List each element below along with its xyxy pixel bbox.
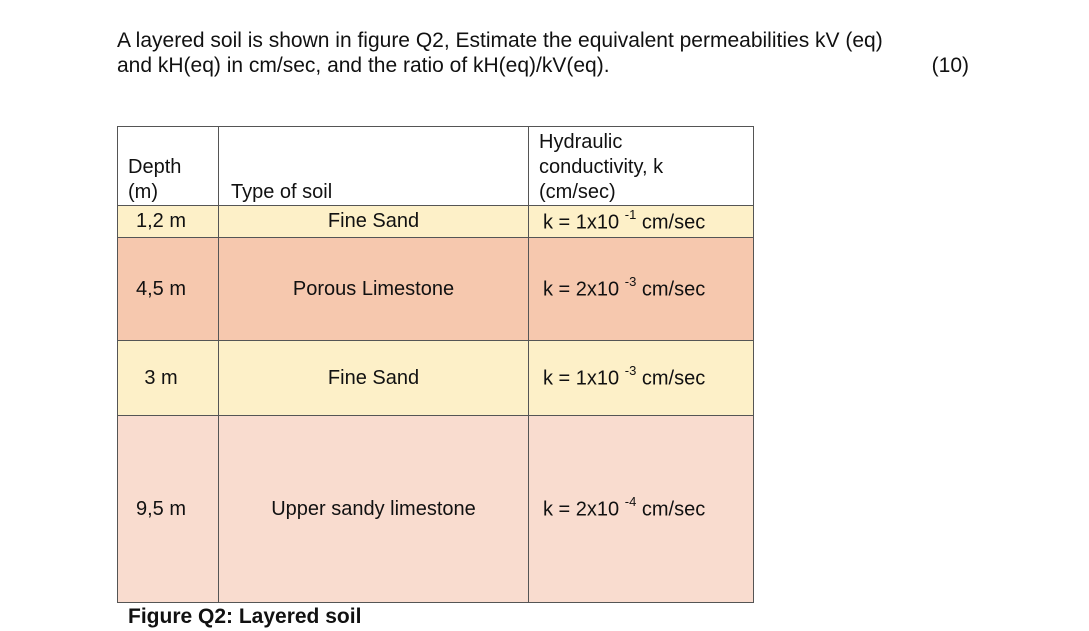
question-line-1 [117,28,969,53]
k-prefix: k = 2x10 [543,278,620,301]
k-exponent: -3 [624,274,637,290]
header-depth-line2: (m) [128,181,158,203]
k-prefix: k = 1x10 [543,211,620,234]
cell-k-value [529,416,754,603]
table-row [118,341,754,416]
layered-soil-table [117,126,754,603]
figure-caption: Figure Q2: Layered soil [128,605,362,628]
k-unit: cm/sec [641,211,706,234]
question-line-2-text: and kH(eq) in cm/sec, and the ratio of kH(eq)/kV(eq). [117,54,610,77]
cell-k-value [529,238,754,341]
k-exponent: -3 [624,363,637,379]
cell-soil-type: Upper sandy limestone [219,416,529,603]
cell-soil-type: Fine Sand [219,206,529,238]
cell-depth: 9,5 m [118,416,219,603]
marks-label: (10) [931,54,969,77]
header-soil-type-text: Type of soil [231,181,333,203]
header-depth-line1: Depth [128,156,182,178]
k-exponent: -4 [624,494,637,510]
header-k-line3: (cm/sec) [539,181,616,203]
k-prefix: k = 1x10 [543,367,620,390]
header-hydraulic-conductivity [529,127,754,206]
cell-depth: 3 m [118,341,219,416]
cell-soil-type: Porous Limestone [219,238,529,341]
k-unit: cm/sec [641,367,706,390]
table-row [118,238,754,341]
table-header-row [118,127,754,206]
k-prefix: k = 2x10 [543,498,620,521]
table-row [118,206,754,238]
header-depth [118,127,219,206]
k-unit: cm/sec [641,278,706,301]
header-soil-type [219,127,529,206]
k-unit: cm/sec [641,498,706,521]
cell-depth: 4,5 m [118,238,219,341]
cell-soil-type: Fine Sand [219,341,529,416]
cell-k-value [529,206,754,238]
cell-k-value [529,341,754,416]
table-row [118,416,754,603]
question-line-2 [117,53,969,78]
header-k-line1: Hydraulic [539,131,623,153]
question-text [117,28,969,78]
header-k-line2: conductivity, k [539,156,664,178]
k-exponent: -1 [624,206,637,222]
question-line-1-text: A layered soil is shown in figure Q2, Estimate the equivalent permeabilities kV (eq) [117,29,883,52]
cell-depth: 1,2 m [118,206,219,238]
